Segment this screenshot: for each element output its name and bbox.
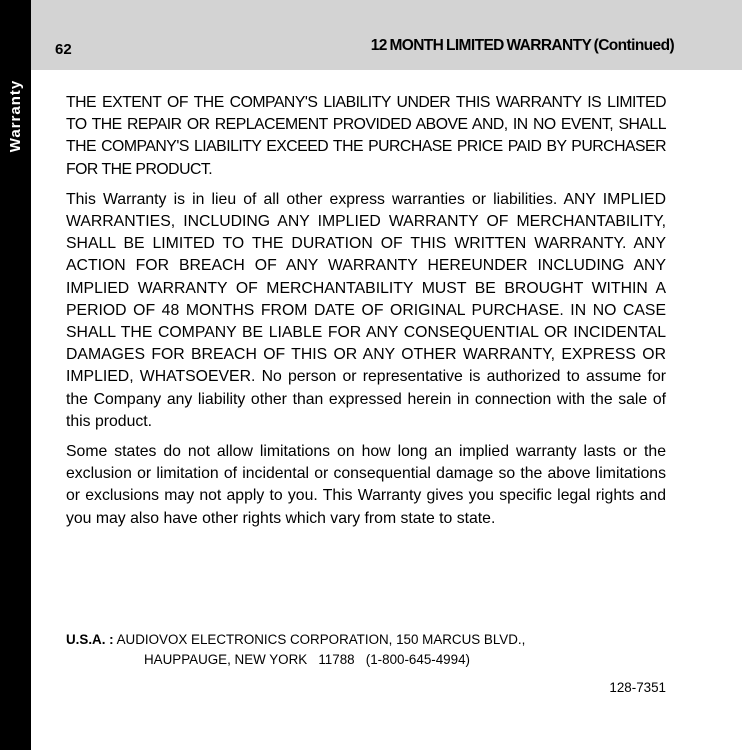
side-tab-label: Warranty <box>7 79 24 153</box>
country-label: U.S.A. : <box>66 632 114 647</box>
address-line-2: HAUPPAUGE, NEW YORK 11788 (1-800-645-4994) <box>144 652 470 667</box>
implied-warranty-paragraph: This Warranty is in lieu of all other express warranties or liabilities. ANY IMPLIED WARRANTIES, INCLUDING ANY IMPLIED WARRANTY OF MERCHANTABILITY, SHALL BE LIMITED TO THE DURATION OF THIS WRITTEN WARRANTY. ANY ACTION FOR BREACH OF ANY WARRANTY HEREUNDER INCLUDING ANY IMPLIED WARRANTY OF MERCHANTABILITY MUST BE BROUGHT WITHIN A PERIOD OF 48 MONTHS FROM DATE OF ORIGINAL PURCHASE. IN NO CASE SHALL THE COMPANY BE LIABLE FOR ANY CONSEQUENTIAL OR INCIDENTAL DAMAGES FOR BREACH OF THIS OR ANY OTHER WARRANTY, EXPRESS OR IMPLIED, WHATSOEVER. No person or representative is authorized to assume for the Company any liability other than expressed herein in connection with the sale of this product. <box>66 190 666 430</box>
catalog-number: 128-7351 <box>609 680 666 695</box>
page-number: 62 <box>55 41 72 58</box>
side-tab <box>0 0 31 750</box>
page-title: 12 MONTH LIMITED WARRANTY (Continued) <box>370 37 674 54</box>
address-line-1 <box>66 630 666 650</box>
company-address <box>66 630 666 670</box>
state-rights-paragraph: Some states do not allow limitations on how long an implied warranty lasts or the exclusion or limitation of incidental or consequential damage so the above limitations or exclusions may not apply to you. This Warranty gives you specific legal rights and you may also have other rights which vary from state to state. <box>66 443 666 527</box>
liability-paragraph: THE EXTENT OF THE COMPANY'S LIABILITY UNDER THIS WARRANTY IS LIMITED TO THE REPAIR OR REPLACEMENT PROVIDED ABOVE AND, IN NO EVENT, SHALL THE COMPANY'S LIABILITY EXCEED THE PURCHASE PRICE PAID BY PURCHASER FOR THE PRODUCT. <box>66 94 666 178</box>
warranty-body <box>66 92 666 538</box>
address-company: AUDIOVOX ELECTRONICS CORPORATION, 150 MARCUS BLVD., <box>116 632 526 647</box>
page-header <box>31 0 742 70</box>
